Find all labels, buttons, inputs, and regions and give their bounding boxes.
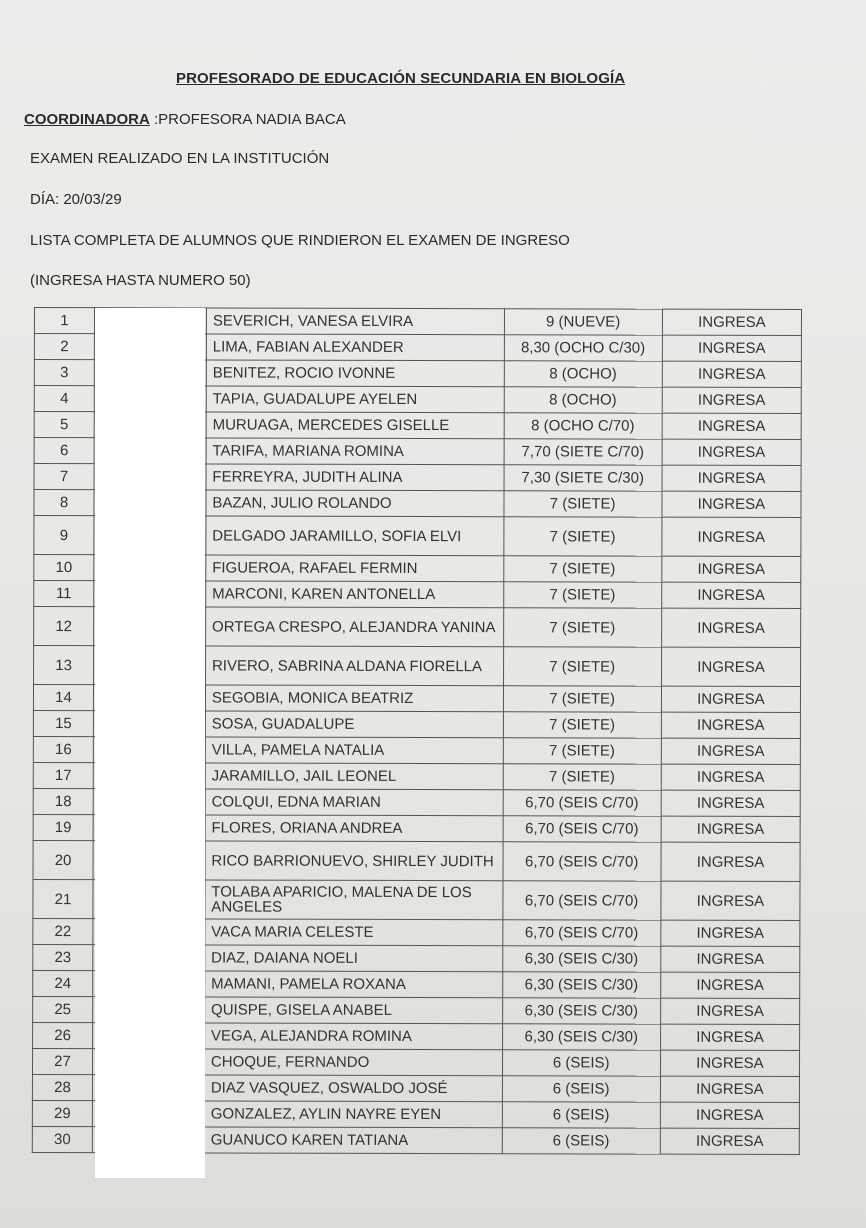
student-name: VEGA, ALEJANDRA ROMINA: [204, 1023, 502, 1050]
student-name: SOSA, GUADALUPE: [205, 711, 503, 738]
student-name: COLQUI, EDNA MARIAN: [205, 789, 503, 816]
row-number: 21: [33, 879, 93, 918]
coordinator-line: [24, 111, 346, 128]
student-name: MAMANI, PAMELA ROXANA: [205, 971, 503, 998]
student-status: INGRESA: [662, 387, 801, 413]
student-status: INGRESA: [661, 790, 800, 816]
student-status: INGRESA: [661, 686, 800, 712]
row-number: 28: [32, 1074, 92, 1100]
student-name: GONZALEZ, AYLIN NAYRE EYEN: [204, 1101, 502, 1128]
row-number: 5: [34, 412, 94, 438]
row-number: 24: [33, 970, 93, 996]
student-grade: 6 (SEIS): [502, 1076, 660, 1102]
student-status: INGRESA: [661, 972, 800, 998]
row-number: 23: [33, 944, 93, 970]
student-name: VILLA, PAMELA NATALIA: [205, 737, 503, 764]
student-grade: 6,30 (SEIS C/30): [502, 946, 660, 972]
student-status: INGRESA: [661, 881, 800, 920]
student-grade: 6 (SEIS): [502, 1050, 660, 1076]
student-grade: 6,70 (SEIS C/70): [502, 920, 660, 946]
exam-location: EXAMEN REALIZADO EN LA INSTITUCIÓN: [30, 150, 330, 167]
student-grade: 6,70 (SEIS C/70): [502, 881, 660, 920]
student-grade: 6,30 (SEIS C/30): [502, 1024, 660, 1050]
admission-note: (INGRESA HASTA NUMERO 50): [30, 272, 251, 289]
row-number: 20: [33, 840, 93, 879]
student-name: MARCONI, KAREN ANTONELLA: [206, 581, 504, 608]
student-status: INGRESA: [661, 647, 800, 686]
student-grade: 6,70 (SEIS C/70): [503, 816, 661, 842]
student-name: FIGUEROA, RAFAEL FERMIN: [206, 555, 504, 582]
student-status: INGRESA: [660, 1076, 799, 1102]
student-name: BAZAN, JULIO ROLANDO: [206, 490, 504, 517]
student-name: FLORES, ORIANA ANDREA: [205, 815, 503, 842]
student-grade: 6 (SEIS): [502, 1128, 660, 1154]
student-status: INGRESA: [660, 1128, 799, 1154]
student-name: DIAZ, DAIANA NOELI: [205, 945, 503, 972]
row-number: 22: [33, 918, 93, 944]
student-status: INGRESA: [662, 413, 801, 439]
student-name: DELGADO JARAMILLO, SOFIA ELVI: [206, 516, 504, 556]
row-number: 27: [32, 1048, 92, 1074]
student-status: INGRESA: [660, 1050, 799, 1076]
student-grade: 8 (OCHO): [504, 361, 662, 387]
student-status: INGRESA: [661, 816, 800, 842]
row-number: 2: [34, 334, 94, 360]
student-status: INGRESA: [662, 335, 801, 361]
row-number: 9: [34, 516, 94, 555]
student-name: SEVERICH, VANESA ELVIRA: [206, 308, 504, 335]
student-grade: 6,30 (SEIS C/30): [502, 998, 660, 1024]
student-grade: 9 (NUEVE): [504, 309, 662, 335]
student-grade: 7 (SIETE): [503, 608, 661, 647]
row-number: 6: [34, 438, 94, 464]
student-status: INGRESA: [662, 439, 801, 465]
row-number: 10: [34, 555, 94, 581]
student-status: INGRESA: [661, 712, 800, 738]
row-number: 13: [34, 646, 94, 685]
student-status: INGRESA: [662, 361, 801, 387]
student-status: INGRESA: [662, 491, 801, 517]
student-status: INGRESA: [661, 920, 800, 946]
student-status: INGRESA: [660, 1024, 799, 1050]
row-number: 8: [34, 490, 94, 516]
student-name: CHOQUE, FERNANDO: [204, 1049, 502, 1076]
row-number: 25: [33, 996, 93, 1022]
student-name: FERREYRA, JUDITH ALINA: [206, 464, 504, 491]
row-number: 3: [34, 360, 94, 386]
row-number: 16: [33, 736, 93, 762]
student-name: RIVERO, SABRINA ALDANA FIORELLA: [205, 646, 503, 686]
student-grade: 7 (SIETE): [503, 738, 661, 764]
row-number: 11: [34, 581, 94, 607]
student-grade: 7,30 (SIETE C/30): [504, 465, 662, 491]
student-status: INGRESA: [662, 556, 801, 582]
row-number: 14: [33, 685, 93, 711]
student-name: MURUAGA, MERCEDES GISELLE: [206, 412, 504, 439]
redaction-block: [95, 308, 205, 1178]
student-name: LIMA, FABIAN ALEXANDER: [206, 334, 504, 361]
student-grade: 7 (SIETE): [503, 582, 661, 608]
row-number: 17: [33, 762, 93, 788]
student-status: INGRESA: [662, 517, 801, 556]
student-grade: 6,70 (SEIS C/70): [503, 790, 661, 816]
student-grade: 7,70 (SIETE C/70): [504, 439, 662, 465]
student-name: JARAMILLO, JAIL LEONEL: [205, 763, 503, 790]
student-grade: 7 (SIETE): [503, 647, 661, 686]
row-number: 19: [33, 814, 93, 840]
row-number: 7: [34, 464, 94, 490]
student-grade: 7 (SIETE): [503, 517, 661, 556]
row-number: 18: [33, 788, 93, 814]
student-grade: 7 (SIETE): [503, 764, 661, 790]
student-name: VACA MARIA CELESTE: [205, 919, 503, 946]
student-grade: 7 (SIETE): [503, 712, 661, 738]
coordinator-value: :PROFESORA NADIA BACA: [149, 111, 346, 128]
student-status: INGRESA: [660, 1102, 799, 1128]
student-grade: 7 (SIETE): [503, 491, 661, 517]
student-status: INGRESA: [661, 842, 800, 881]
student-grade: 7 (SIETE): [503, 556, 661, 582]
row-number: 30: [32, 1126, 92, 1152]
student-name: RICO BARRIONUEVO, SHIRLEY JUDITH: [205, 841, 503, 881]
row-number: 12: [34, 607, 94, 646]
student-name: TOLABA APARICIO, MALENA DE LOS ANGELES: [205, 880, 503, 920]
student-name: BENITEZ, ROCIO IVONNE: [206, 360, 504, 387]
list-description: LISTA COMPLETA DE ALUMNOS QUE RINDIERON EL EXAMEN DE INGRESO: [30, 232, 570, 249]
student-status: INGRESA: [661, 764, 800, 790]
student-grade: 8,30 (OCHO C/30): [504, 335, 662, 361]
student-grade: 8 (OCHO C/70): [504, 413, 662, 439]
row-number: 15: [33, 710, 93, 736]
student-name: SEGOBIA, MONICA BEATRIZ: [205, 685, 503, 712]
row-number: 26: [33, 1022, 93, 1048]
student-status: INGRESA: [662, 465, 801, 491]
student-name: TAPIA, GUADALUPE AYELEN: [206, 386, 504, 413]
student-status: INGRESA: [660, 998, 799, 1024]
document-title: PROFESORADO DE EDUCACIÓN SECUNDARIA EN BIOLOGÍA: [176, 70, 626, 87]
student-status: INGRESA: [661, 946, 800, 972]
student-name: ORTEGA CRESPO, ALEJANDRA YANINA: [206, 607, 504, 647]
student-status: INGRESA: [662, 582, 801, 608]
student-grade: 7 (SIETE): [503, 686, 661, 712]
student-status: INGRESA: [661, 738, 800, 764]
student-status: INGRESA: [661, 608, 800, 647]
row-number: 4: [34, 386, 94, 412]
student-name: GUANUCO KAREN TATIANA: [204, 1127, 502, 1154]
coordinator-label: COORDINADORA: [24, 111, 150, 128]
student-grade: 8 (OCHO): [504, 387, 662, 413]
student-grade: 6,30 (SEIS C/30): [502, 972, 660, 998]
student-grade: 6 (SEIS): [502, 1102, 660, 1128]
exam-date: DÍA: 20/03/29: [30, 191, 122, 208]
student-status: INGRESA: [662, 309, 801, 335]
student-name: DIAZ VASQUEZ, OSWALDO JOSÉ: [204, 1075, 502, 1102]
student-grade: 6,70 (SEIS C/70): [502, 842, 660, 881]
student-name: QUISPE, GISELA ANABEL: [205, 997, 503, 1024]
row-number: 29: [32, 1100, 92, 1126]
student-name: TARIFA, MARIANA ROMINA: [206, 438, 504, 465]
row-number: 1: [34, 308, 94, 334]
